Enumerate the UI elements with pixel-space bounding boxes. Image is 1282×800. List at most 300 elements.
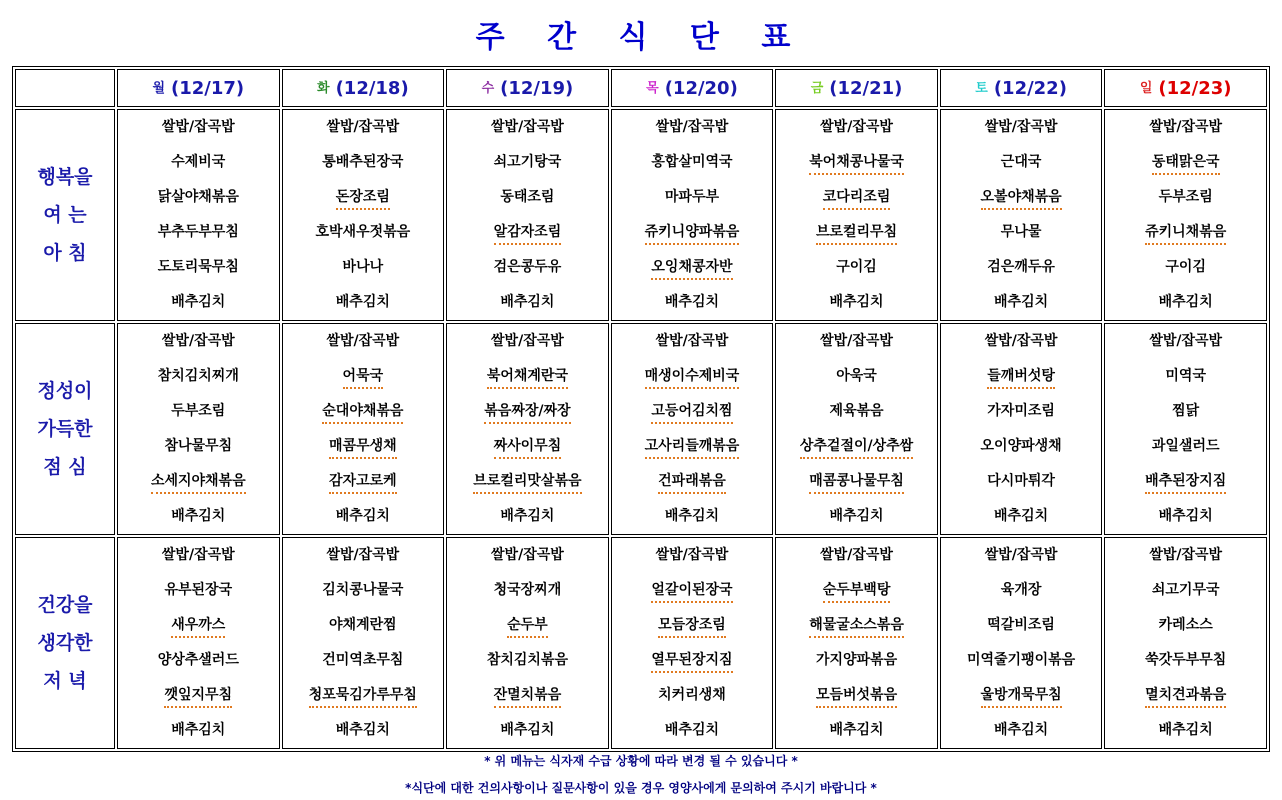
menu-item [118, 464, 279, 499]
menu-item [118, 285, 279, 320]
meal-label [15, 109, 115, 321]
menu-item [118, 608, 279, 643]
menu-item [612, 215, 773, 250]
menu-cell [940, 537, 1103, 749]
menu-item-text: 가지양파볶음 [815, 652, 898, 668]
menu-item [941, 285, 1102, 320]
menu-item [1105, 713, 1266, 748]
day-date-label: (12/17) [171, 78, 245, 99]
menu-item [118, 429, 279, 464]
menu-item [776, 608, 937, 643]
menu-item [776, 324, 937, 359]
menu-item [776, 499, 937, 534]
meal-label-line: 건강을 [37, 594, 93, 616]
menu-cell [446, 109, 609, 321]
menu-item [941, 464, 1102, 499]
meal-label-line: 생각한 [37, 632, 93, 654]
day-header [1104, 69, 1267, 107]
menu-item [612, 394, 773, 429]
day-date-label: (12/20) [664, 78, 738, 99]
menu-item [283, 324, 444, 359]
menu-item-text: 순두부 [507, 614, 548, 638]
menu-item [612, 713, 773, 748]
menu-item [776, 713, 937, 748]
day-date-label: (12/18) [335, 78, 409, 99]
menu-item-text: 멸치견과볶음 [1145, 684, 1226, 708]
menu-item-text: 육개장 [1000, 582, 1042, 598]
menu-cell [775, 323, 938, 535]
menu-item [941, 324, 1102, 359]
menu-item-text: 배추김치 [829, 294, 884, 310]
menu-item [118, 713, 279, 748]
menu-cell [1104, 323, 1267, 535]
menu-item-text: 쌀밥/잡곡밥 [984, 547, 1058, 563]
menu-item-text: 순두부백탕 [823, 579, 891, 603]
menu-item [776, 678, 937, 713]
day-date-label: (12/23) [1158, 78, 1232, 99]
day-glyph: 수 [481, 81, 495, 96]
menu-item [612, 324, 773, 359]
day-header [940, 69, 1103, 107]
menu-item [118, 145, 279, 180]
notice-change: * 위 메뉴는 식자재 수급 상황에 따라 변경 될 수 있습니다 * [484, 754, 798, 768]
menu-item [941, 573, 1102, 608]
menu-item-text: 닭살야채볶음 [157, 189, 239, 205]
menu-item-text: 볶음짜장/짜장 [484, 400, 570, 424]
menu-item-text: 배추김치 [1158, 508, 1213, 524]
menu-item-text: 쌀밥/잡곡밥 [161, 547, 235, 563]
menu-item-text: 배추김치 [335, 294, 390, 310]
menu-item [1105, 678, 1266, 713]
menu-item-text: 감자고로케 [329, 470, 397, 494]
menu-item-text: 북어채계란국 [487, 365, 568, 389]
menu-item [447, 324, 608, 359]
menu-item-text: 오이양파생채 [980, 438, 1062, 454]
menu-item-text: 알감자조림 [494, 221, 562, 245]
menu-item [118, 678, 279, 713]
menu-item-text: 배추김치 [994, 722, 1049, 738]
menu-cell [611, 109, 774, 321]
menu-cell [611, 537, 774, 749]
menu-item [941, 215, 1102, 250]
menu-item [612, 538, 773, 573]
menu-item [776, 643, 937, 678]
menu-item-text: 구이김 [836, 259, 877, 275]
menu-item [776, 573, 937, 608]
meal-label-line: 점 심 [43, 456, 87, 478]
menu-item-text: 홍합살미역국 [651, 154, 733, 170]
day-header [611, 69, 774, 107]
day-header [446, 69, 609, 107]
menu-item-text: 양상추샐러드 [157, 652, 239, 668]
menu-item [941, 608, 1102, 643]
menu-item-text: 배추김치 [994, 508, 1049, 524]
menu-item [283, 608, 444, 643]
menu-item-text: 부추두부무침 [157, 224, 239, 240]
menu-item-text: 미역줄기팽이볶음 [966, 652, 1076, 668]
menu-item-text: 야채계란찜 [329, 617, 397, 633]
menu-item-text: 쥬키니채볶음 [1145, 221, 1226, 245]
menu-item-text: 과일샐러드 [1151, 438, 1220, 454]
menu-item-text: 아욱국 [836, 368, 877, 384]
page-title: 주 간 식 단 표 [475, 20, 807, 55]
menu-item-text: 쌀밥/잡곡밥 [820, 119, 893, 135]
menu-cell [117, 323, 280, 535]
meal-label-line: 정성이 [37, 380, 93, 402]
menu-item [941, 359, 1102, 394]
menu-item-text: 쌀밥/잡곡밥 [655, 547, 729, 563]
menu-item [283, 429, 444, 464]
menu-item [776, 180, 937, 215]
menu-item-text: 배추김치 [1158, 294, 1213, 310]
menu-item [941, 429, 1102, 464]
menu-item-text: 얼갈이된장국 [651, 579, 732, 603]
day-glyph: 일 [1139, 81, 1153, 96]
menu-item-text: 쇠고기탕국 [493, 154, 562, 170]
menu-item-text: 배추된장지짐 [1145, 470, 1226, 494]
menu-item-text: 청포묵김가루무침 [309, 684, 417, 708]
menu-item-text: 떡갈비조림 [987, 617, 1055, 633]
menu-item-text: 동태맑은국 [1152, 151, 1220, 175]
day-glyph: 화 [317, 81, 330, 96]
menu-item-text: 쌀밥/잡곡밥 [655, 333, 729, 349]
menu-item-text: 쌀밥/잡곡밥 [491, 547, 564, 563]
menu-item [776, 285, 937, 320]
menu-item [1105, 643, 1266, 678]
menu-item [1105, 110, 1266, 145]
menu-item-text: 배추김치 [994, 294, 1049, 310]
menu-item-text: 배추김치 [500, 722, 555, 738]
menu-item [118, 215, 279, 250]
menu-item-text: 상추겉절이/상추쌈 [800, 435, 913, 459]
menu-item-text: 배추김치 [829, 508, 884, 524]
menu-item [941, 250, 1102, 285]
menu-item-text: 검은깨두유 [987, 259, 1055, 275]
menu-item-text: 가자미조림 [987, 403, 1055, 419]
menu-item [612, 678, 773, 713]
meal-label-line: 저 녁 [43, 670, 87, 692]
menu-item [941, 538, 1102, 573]
menu-cell [117, 537, 280, 749]
menu-item-text: 쌀밥/잡곡밥 [655, 119, 729, 135]
menu-item [447, 538, 608, 573]
weekly-menu-table [12, 66, 1270, 752]
menu-item [283, 250, 444, 285]
menu-item [776, 538, 937, 573]
menu-item [447, 713, 608, 748]
menu-item-text: 바나나 [342, 259, 384, 275]
menu-item-text: 쌀밥/잡곡밥 [161, 333, 235, 349]
menu-item [612, 250, 773, 285]
menu-item-text: 쑥갓두부무침 [1145, 652, 1227, 668]
menu-item-text: 순대야채볶음 [322, 400, 403, 424]
menu-item-text: 건파래볶음 [658, 470, 726, 494]
menu-item [118, 180, 279, 215]
menu-item [1105, 429, 1266, 464]
menu-item-text: 쌀밥/잡곡밥 [491, 333, 564, 349]
menu-item-text: 찜닭 [1172, 403, 1200, 419]
menu-item-text: 돈장조림 [336, 186, 390, 210]
menu-item-text: 짜사이무침 [494, 435, 562, 459]
menu-item-text: 코다리조림 [823, 186, 891, 210]
meal-row [15, 323, 1267, 535]
menu-item-text: 배추김치 [171, 722, 226, 738]
menu-item-text: 배추김치 [171, 508, 226, 524]
menu-item-text: 들깨버섯탕 [987, 365, 1055, 389]
menu-item-text: 참나물무침 [164, 438, 233, 454]
menu-item-text: 고등어김치찜 [651, 400, 732, 424]
menu-item [1105, 359, 1266, 394]
menu-item-text: 구이김 [1165, 259, 1206, 275]
menu-item [776, 215, 937, 250]
menu-item [1105, 285, 1266, 320]
day-header [775, 69, 938, 107]
menu-item-text: 유부된장국 [164, 582, 233, 598]
day-date-label: (12/21) [829, 78, 903, 99]
menu-item [447, 110, 608, 145]
menu-item [612, 429, 773, 464]
menu-item-text: 쌀밥/잡곡밥 [1149, 119, 1223, 135]
menu-item-text: 해물굴소스볶음 [809, 614, 904, 638]
day-date-label: (12/19) [500, 78, 574, 99]
menu-item-text: 배추김치 [664, 294, 720, 310]
menu-item-text: 두부조림 [171, 403, 226, 419]
menu-item [118, 250, 279, 285]
menu-item [941, 145, 1102, 180]
meal-label-line: 여 는 [43, 204, 87, 226]
menu-item [283, 538, 444, 573]
menu-item [1105, 573, 1266, 608]
menu-cell [1104, 109, 1267, 321]
menu-item [776, 110, 937, 145]
menu-item-text: 쥬키니양파볶음 [645, 221, 740, 245]
menu-item-text: 쌀밥/잡곡밥 [326, 333, 400, 349]
menu-cell [940, 109, 1103, 321]
menu-item [283, 643, 444, 678]
menu-item [283, 359, 444, 394]
menu-item-text: 브로컬리무침 [816, 221, 897, 245]
menu-item-text: 마파두부 [664, 189, 720, 205]
menu-item [118, 499, 279, 534]
menu-cell [282, 323, 445, 535]
menu-item [612, 573, 773, 608]
menu-item-text: 모듬버섯볶음 [816, 684, 897, 708]
menu-item [283, 145, 444, 180]
day-glyph: 토 [975, 81, 988, 96]
menu-item-text: 무나물 [1000, 224, 1042, 240]
menu-item [447, 180, 608, 215]
notice-inquiry: *식단에 대한 건의사항이나 질문사항이 있을 경우 영양사에게 문의하여 주시기 바랍니다 * [405, 781, 877, 795]
menu-item [1105, 464, 1266, 499]
menu-item-text: 쌀밥/잡곡밥 [984, 119, 1058, 135]
menu-item-text: 브로컬리맛살볶음 [473, 470, 581, 494]
menu-item-text: 쌀밥/잡곡밥 [491, 119, 564, 135]
menu-item-text: 배추김치 [335, 722, 390, 738]
menu-item [941, 643, 1102, 678]
menu-item [941, 394, 1102, 429]
menu-item-text: 쌀밥/잡곡밥 [820, 333, 893, 349]
menu-item-text: 배추김치 [1158, 722, 1213, 738]
menu-item-text: 수제비국 [171, 154, 226, 170]
menu-item-text: 참치김치볶음 [486, 652, 568, 668]
menu-cell [940, 323, 1103, 535]
menu-item-text: 고사리들깨볶음 [645, 435, 740, 459]
menu-item [283, 110, 444, 145]
menu-item [941, 678, 1102, 713]
menu-item [118, 538, 279, 573]
menu-cell [117, 109, 280, 321]
menu-item [118, 394, 279, 429]
menu-item-text: 쌀밥/잡곡밥 [1149, 333, 1223, 349]
meal-row [15, 537, 1267, 749]
menu-item [776, 250, 937, 285]
menu-item [283, 499, 444, 534]
menu-item-text: 쇠고기무국 [1151, 582, 1220, 598]
menu-item [1105, 499, 1266, 534]
menu-item-text: 배추김치 [171, 294, 226, 310]
menu-item [447, 464, 608, 499]
menu-item [941, 499, 1102, 534]
menu-item [612, 643, 773, 678]
menu-item-text: 배추김치 [664, 508, 720, 524]
menu-item [283, 215, 444, 250]
menu-item [612, 145, 773, 180]
menu-item [1105, 538, 1266, 573]
menu-item [1105, 324, 1266, 359]
day-glyph: 목 [646, 81, 659, 96]
menu-item-text: 청국장찌개 [493, 582, 562, 598]
menu-item [612, 180, 773, 215]
menu-item [1105, 215, 1266, 250]
menu-item-text: 김치콩나물국 [322, 582, 404, 598]
menu-item-text: 북어채콩나물국 [809, 151, 904, 175]
menu-cell [446, 537, 609, 749]
menu-item-text: 매콤무생채 [329, 435, 397, 459]
menu-item [1105, 145, 1266, 180]
menu-cell [1104, 537, 1267, 749]
menu-item [447, 285, 608, 320]
menu-item-text: 배추김치 [664, 722, 720, 738]
day-glyph: 금 [810, 81, 824, 96]
menu-item-text: 쌀밥/잡곡밥 [984, 333, 1058, 349]
menu-item [941, 180, 1102, 215]
menu-item [447, 215, 608, 250]
menu-item [283, 285, 444, 320]
menu-item [1105, 250, 1266, 285]
menu-item [447, 499, 608, 534]
menu-item [612, 464, 773, 499]
menu-item-text: 다시마튀각 [987, 473, 1055, 489]
menu-item-text: 근대국 [1000, 154, 1042, 170]
menu-item [283, 180, 444, 215]
menu-cell [282, 109, 445, 321]
menu-item [447, 145, 608, 180]
menu-item-text: 새우까스 [171, 614, 225, 638]
menu-item [283, 464, 444, 499]
menu-item [447, 394, 608, 429]
menu-item [941, 713, 1102, 748]
menu-cell [282, 537, 445, 749]
menu-item-text: 열무된장지짐 [651, 649, 732, 673]
day-header [117, 69, 280, 107]
menu-item-text: 쌀밥/잡곡밥 [1149, 547, 1223, 563]
menu-item [776, 145, 937, 180]
menu-item [447, 250, 608, 285]
menu-item-text: 통배추된장국 [322, 154, 404, 170]
day-date-label: (12/22) [993, 78, 1067, 99]
menu-item [612, 359, 773, 394]
menu-item-text: 미역국 [1165, 368, 1206, 384]
meal-label [15, 537, 115, 749]
menu-cell [775, 537, 938, 749]
menu-cell [611, 323, 774, 535]
menu-item-text: 소세지야채볶음 [151, 470, 246, 494]
menu-item [283, 713, 444, 748]
menu-item [612, 285, 773, 320]
meal-label-line: 행복을 [37, 166, 93, 188]
menu-item-text: 어묵국 [343, 365, 384, 389]
menu-item-text: 배추김치 [335, 508, 390, 524]
menu-item-text: 제육볶음 [829, 403, 884, 419]
menu-item [447, 678, 608, 713]
menu-item [941, 110, 1102, 145]
menu-item [447, 359, 608, 394]
menu-item-text: 울방개묵무침 [981, 684, 1062, 708]
menu-item [118, 324, 279, 359]
menu-item-text: 배추김치 [500, 508, 555, 524]
menu-item-text: 동태조림 [500, 189, 555, 205]
menu-item [612, 499, 773, 534]
menu-item-text: 쌀밥/잡곡밥 [326, 119, 400, 135]
menu-item [1105, 394, 1266, 429]
menu-item-text: 쌀밥/잡곡밥 [820, 547, 893, 563]
menu-item-text: 참치김치찌개 [157, 368, 239, 384]
menu-item [283, 573, 444, 608]
menu-item [447, 429, 608, 464]
menu-item-text: 배추김치 [829, 722, 884, 738]
menu-item-text: 두부조림 [1158, 189, 1213, 205]
menu-item-text: 매콤콩나물무침 [809, 470, 904, 494]
meal-label [15, 323, 115, 535]
menu-item [776, 464, 937, 499]
menu-item [447, 573, 608, 608]
menu-item-text: 오잉채콩자반 [651, 256, 732, 280]
menu-item [1105, 180, 1266, 215]
menu-item [776, 429, 937, 464]
menu-item [612, 110, 773, 145]
menu-item [283, 678, 444, 713]
menu-item-text: 도토리묵무침 [157, 259, 239, 275]
menu-item [118, 110, 279, 145]
menu-item-text: 깻잎지무침 [164, 684, 232, 708]
menu-item [283, 394, 444, 429]
menu-cell [775, 109, 938, 321]
menu-item [1105, 608, 1266, 643]
day-glyph: 월 [152, 81, 165, 96]
menu-item-text: 배추김치 [500, 294, 555, 310]
meal-label-line: 아 침 [43, 242, 87, 264]
menu-item [447, 643, 608, 678]
menu-item [447, 608, 608, 643]
menu-cell [446, 323, 609, 535]
corner-cell [15, 69, 115, 107]
menu-item-text: 쌀밥/잡곡밥 [161, 119, 235, 135]
menu-item [612, 608, 773, 643]
menu-item-text: 오볼야채볶음 [981, 186, 1062, 210]
menu-item-text: 쌀밥/잡곡밥 [326, 547, 400, 563]
meal-label-line: 가득한 [37, 418, 93, 440]
menu-item-text: 호박새우젓볶음 [315, 224, 411, 240]
